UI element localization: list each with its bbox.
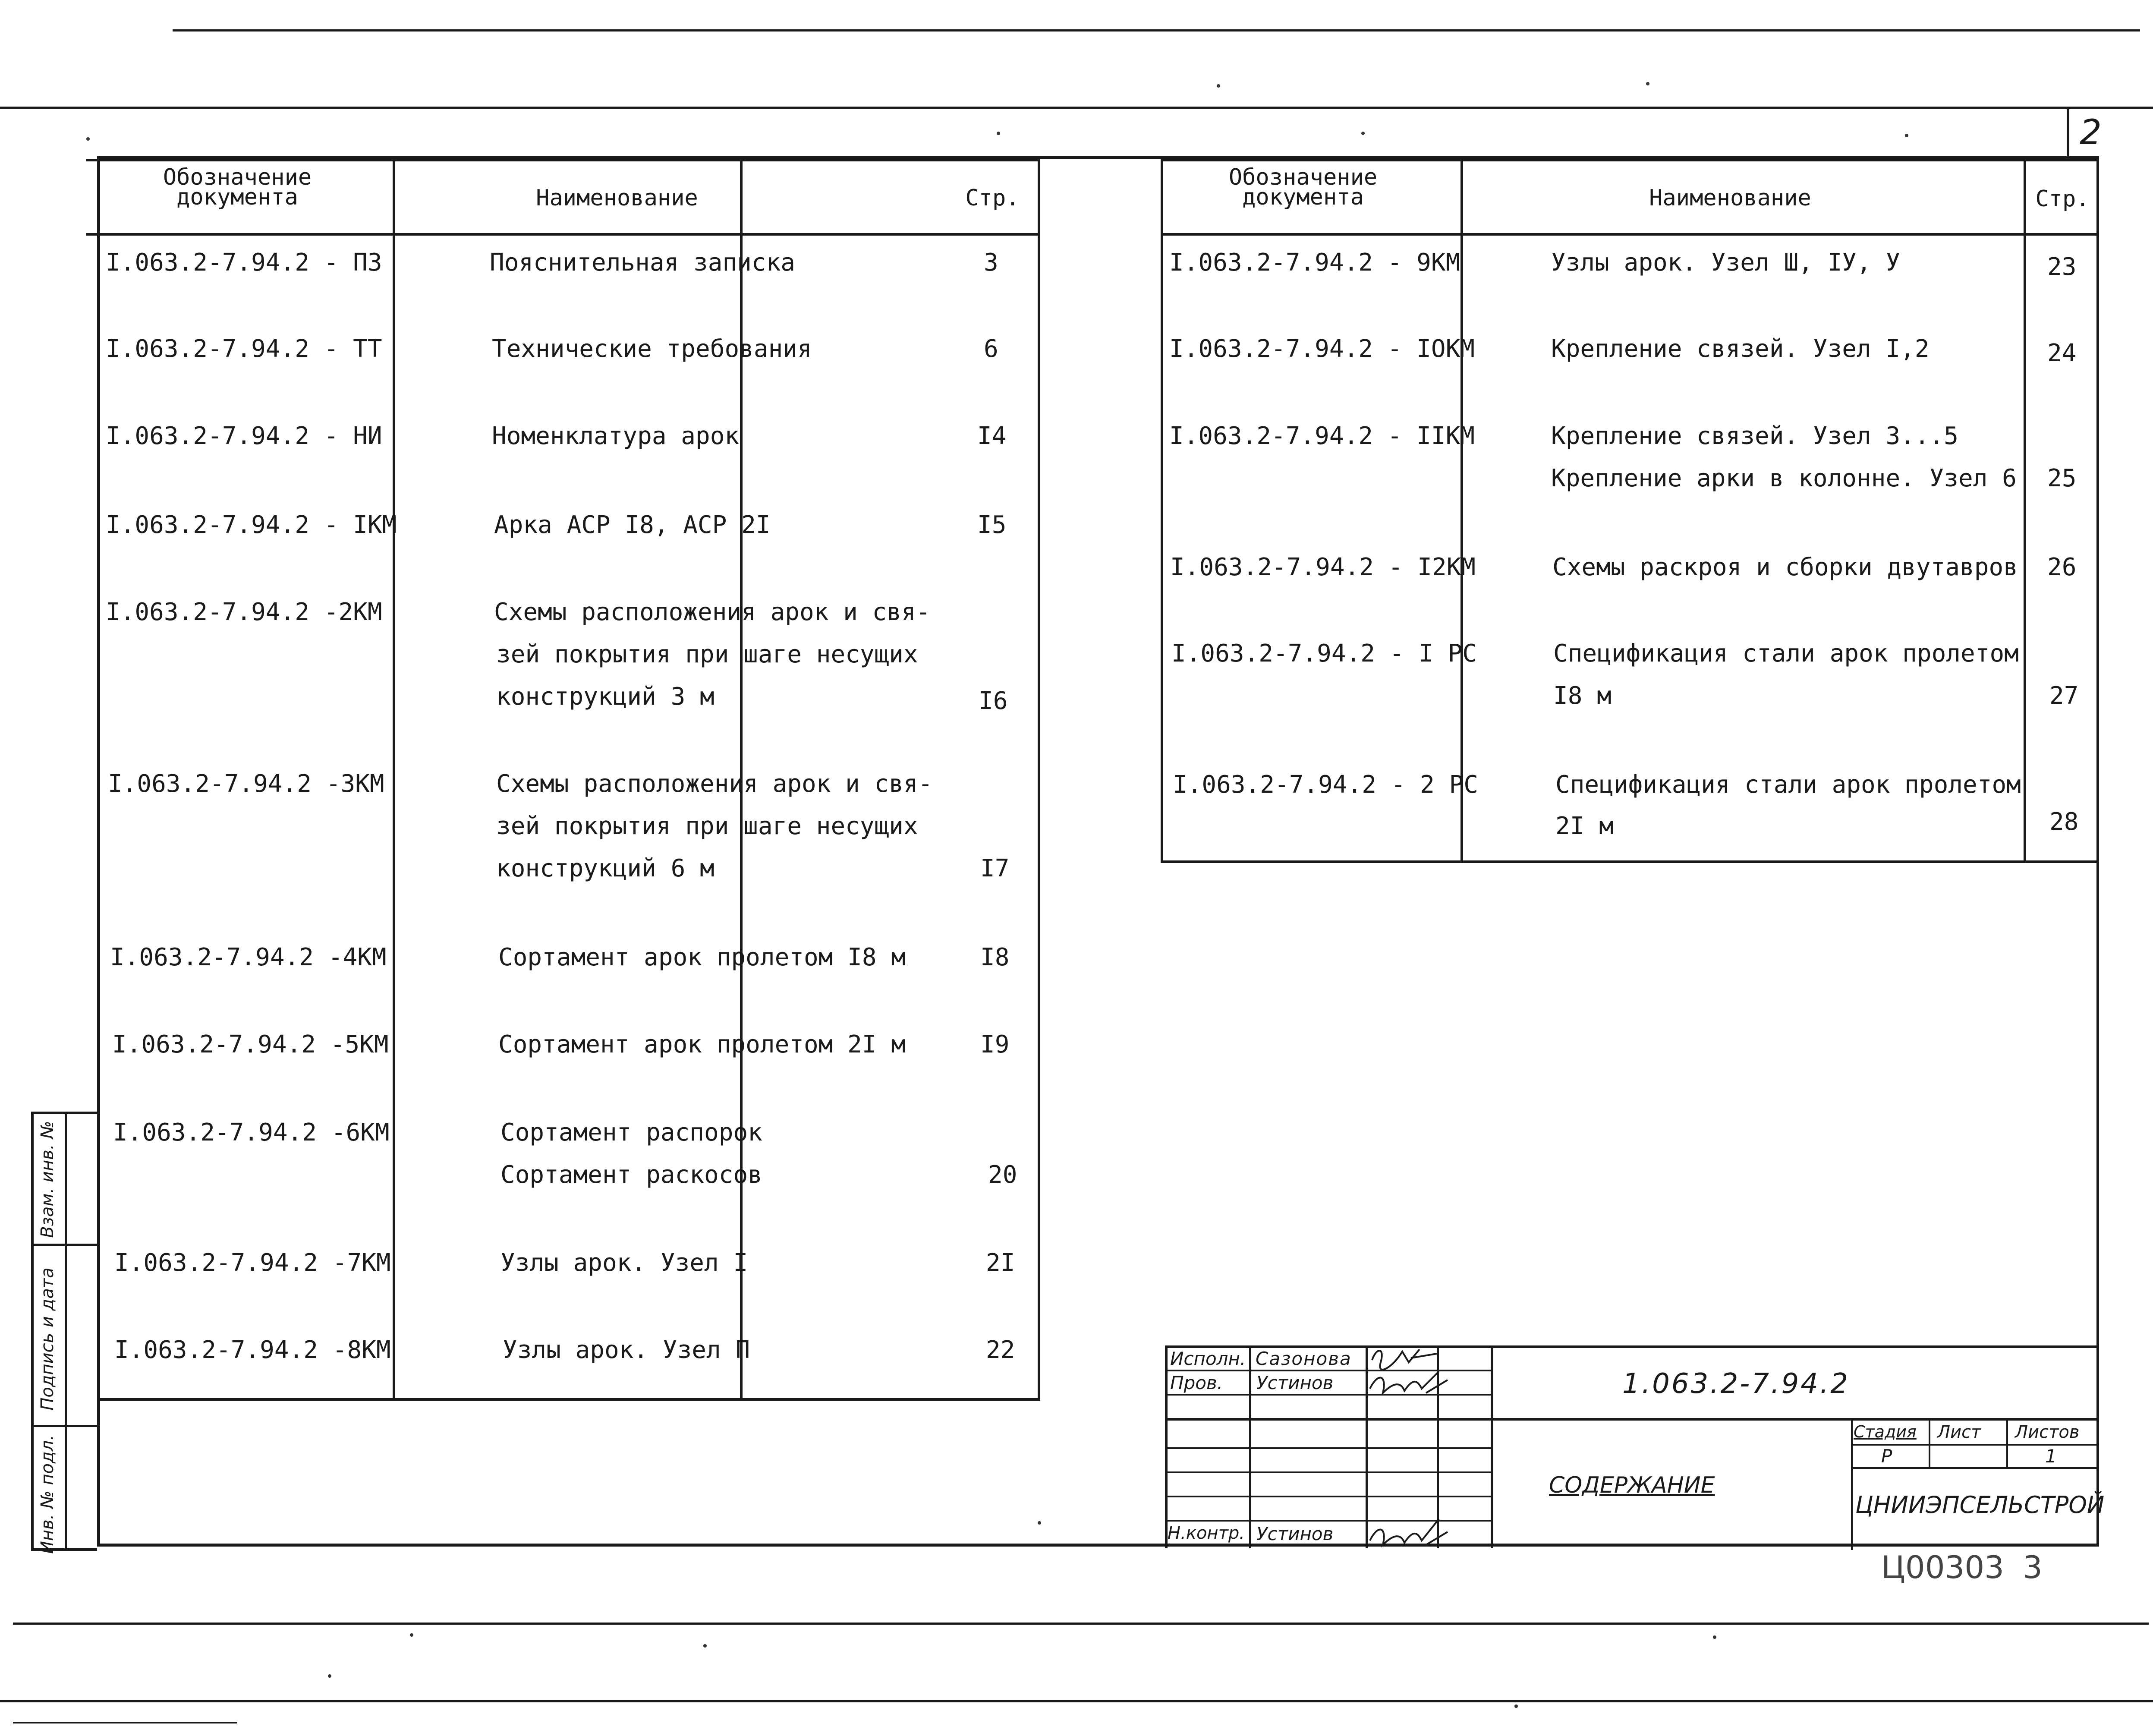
- left-row-11-name: Узлы арок. Узел П: [503, 1336, 750, 1364]
- signature-norm-control: [1366, 1510, 1452, 1553]
- right-header-page: Стр.: [2035, 186, 2090, 212]
- sheet-number: 2: [2080, 112, 2102, 152]
- left-row-8-designation: I.063.2-7.94.2 -5КМ: [112, 1030, 389, 1059]
- archive-sheet: 3: [2023, 1549, 2043, 1585]
- right-header-designation: Обозначение документа: [1228, 164, 1378, 210]
- role-performer: Исполн.: [1170, 1348, 1246, 1369]
- right-row-1-page: 23: [2047, 253, 2077, 281]
- frame-top-line: [0, 107, 2153, 109]
- right-row-3-page: 25: [2047, 464, 2077, 492]
- right-row-3-name-2: Крепление арки в колонне. Узел 6: [1551, 464, 2017, 492]
- left-row-5-name-1: Схемы расположения арок и свя-: [494, 598, 931, 626]
- left-row-4-designation: I.063.2-7.94.2 - IКМ: [106, 511, 397, 539]
- right-row-4-name: Схемы раскроя и сборки двутавров: [1552, 553, 2018, 581]
- left-row-5-page: I6: [979, 687, 1008, 715]
- left-row-5-name-3: конструкций 3 м: [496, 683, 715, 711]
- scan-speck: [1514, 1704, 1518, 1708]
- right-row-1-name: Узлы арок. Узел Ш, IУ, У: [1551, 249, 1901, 277]
- left-row-7-name: Сортамент арок пролетом I8 м: [498, 943, 906, 971]
- left-row-10-designation: I.063.2-7.94.2 -7КМ: [114, 1249, 391, 1277]
- scan-speck: [997, 132, 1000, 135]
- archive-number: Ц00303: [1881, 1549, 2004, 1585]
- right-row-5-name-1: Спецификация стали арок пролетом: [1553, 640, 2019, 668]
- right-row-1-designation: I.063.2-7.94.2 - 9КМ: [1169, 249, 1461, 277]
- sheets-value: 1: [2045, 1446, 2057, 1467]
- left-row-5-name-2: зей покрытия при шаге несущих: [496, 640, 918, 668]
- right-row-4-designation: I.063.2-7.94.2 - I2КМ: [1170, 553, 1476, 581]
- sheet-label: Лист: [1937, 1422, 1981, 1442]
- right-row-5-page: 27: [2049, 682, 2079, 710]
- left-row-6-name-3: конструкций 6 м: [496, 854, 715, 882]
- left-row-2-page: 6: [984, 335, 998, 363]
- left-header-page: Стр.: [965, 185, 1020, 211]
- left-header-designation: Обозначение документа: [163, 164, 312, 210]
- person-norm-control: Устинов: [1256, 1523, 1334, 1544]
- left-row-9-name-1: Сортамент распорок: [500, 1118, 762, 1147]
- left-row-9-designation: I.063.2-7.94.2 -6КМ: [113, 1118, 390, 1147]
- right-row-3-designation: I.063.2-7.94.2 - IIКМ: [1169, 422, 1475, 450]
- bottom-rule-2: [0, 1700, 2153, 1702]
- person-checker: Устинов: [1256, 1372, 1334, 1393]
- left-row-5-designation: I.063.2-7.94.2 -2КМ: [106, 598, 382, 626]
- scan-speck: [703, 1644, 707, 1648]
- left-row-3-name: Номенклатура арок: [492, 422, 740, 450]
- right-header-name: Наименование: [1649, 185, 1811, 211]
- left-row-9-page: 20: [988, 1161, 1017, 1189]
- right-row-6-name-1: Спецификация стали арок пролетом: [1555, 771, 2021, 799]
- sheets-label: Листов: [2015, 1422, 2080, 1442]
- left-row-8-page: I9: [980, 1030, 1010, 1059]
- role-checker: Пров.: [1170, 1372, 1223, 1393]
- bottom-rule-1: [13, 1623, 2149, 1625]
- scan-speck: [1713, 1635, 1716, 1639]
- left-row-3-designation: I.063.2-7.94.2 - НИ: [106, 422, 382, 450]
- person-performer: Сазонова: [1256, 1348, 1352, 1369]
- left-row-1-name: Пояснительная записка: [490, 249, 796, 277]
- bottom-rule-3: [13, 1722, 237, 1723]
- scan-speck: [1217, 84, 1220, 88]
- scan-speck: [1646, 82, 1649, 85]
- left-row-6-name-1: Схемы расположения арок и свя-: [496, 770, 933, 798]
- left-row-1-designation: I.063.2-7.94.2 - ПЗ: [106, 249, 382, 277]
- left-header-name: Наименование: [536, 185, 698, 211]
- left-row-4-page: I5: [977, 511, 1007, 539]
- signature-checker: [1366, 1367, 1452, 1402]
- document-code: 1.063.2-7.94.2: [1622, 1368, 1850, 1400]
- left-row-3-page: I4: [977, 422, 1007, 450]
- right-row-2-designation: I.063.2-7.94.2 - IОКМ: [1169, 335, 1475, 363]
- right-row-5-name-2: I8 м: [1553, 682, 1612, 710]
- scan-speck: [1038, 1521, 1041, 1525]
- top-rule: [173, 29, 2140, 32]
- scan-speck: [410, 1633, 413, 1637]
- scan-speck: [1361, 132, 1365, 135]
- scan-speck: [86, 137, 90, 141]
- left-row-6-designation: I.063.2-7.94.2 -3КМ: [108, 770, 384, 798]
- right-row-3-name-1: Крепление связей. Узел 3...5: [1551, 422, 1959, 450]
- side-stamp-replaced-inv: Взам. инв. №: [38, 1121, 57, 1238]
- left-row-9-name-2: Сортамент раскосов: [500, 1161, 762, 1189]
- scan-speck: [1905, 134, 1908, 137]
- side-stamp-signature-date: Подпись и дата: [38, 1267, 57, 1411]
- left-row-6-page: I7: [980, 854, 1010, 882]
- stage-value: Р: [1881, 1446, 1892, 1467]
- side-stamp-inv-original: Инв. № подл.: [38, 1435, 57, 1554]
- left-row-1-page: 3: [984, 249, 998, 277]
- left-row-7-page: I8: [980, 943, 1010, 971]
- left-row-2-name: Технические требования: [492, 335, 812, 363]
- sheet-number-box: [2067, 109, 2069, 157]
- right-row-6-designation: I.063.2-7.94.2 - 2 РС: [1173, 771, 1479, 799]
- left-row-11-page: 22: [986, 1336, 1015, 1364]
- left-row-7-designation: I.063.2-7.94.2 -4КМ: [110, 943, 387, 971]
- left-row-8-name: Сортамент арок пролетом 2I м: [498, 1030, 906, 1059]
- stage-label: Стадия: [1854, 1422, 1917, 1441]
- organization: ЦНИИЭПСЕЛЬСТРОЙ: [1855, 1491, 2105, 1519]
- left-row-10-page: 2I: [986, 1249, 1015, 1277]
- right-row-6-name-2: 2I м: [1555, 812, 1614, 840]
- right-row-4-page: 26: [2047, 553, 2077, 581]
- role-norm-control: Н.контр.: [1168, 1523, 1245, 1543]
- right-row-2-name: Крепление связей. Узел I,2: [1551, 335, 1930, 363]
- right-row-5-designation: I.063.2-7.94.2 - I РС: [1171, 640, 1477, 668]
- right-row-2-page: 24: [2047, 339, 2077, 367]
- left-row-6-name-2: зей покрытия при шаге несущих: [496, 812, 918, 840]
- left-row-10-name: Узлы арок. Узел I: [500, 1249, 748, 1277]
- left-row-2-designation: I.063.2-7.94.2 - ТТ: [106, 335, 382, 363]
- document-title: СОДЕРЖАНИЕ: [1549, 1472, 1715, 1498]
- left-row-4-name: Арка АСР I8, АСР 2I: [494, 511, 771, 539]
- right-row-6-page: 28: [2049, 808, 2079, 836]
- left-row-11-designation: I.063.2-7.94.2 -8КМ: [114, 1336, 391, 1364]
- scan-speck: [328, 1674, 331, 1678]
